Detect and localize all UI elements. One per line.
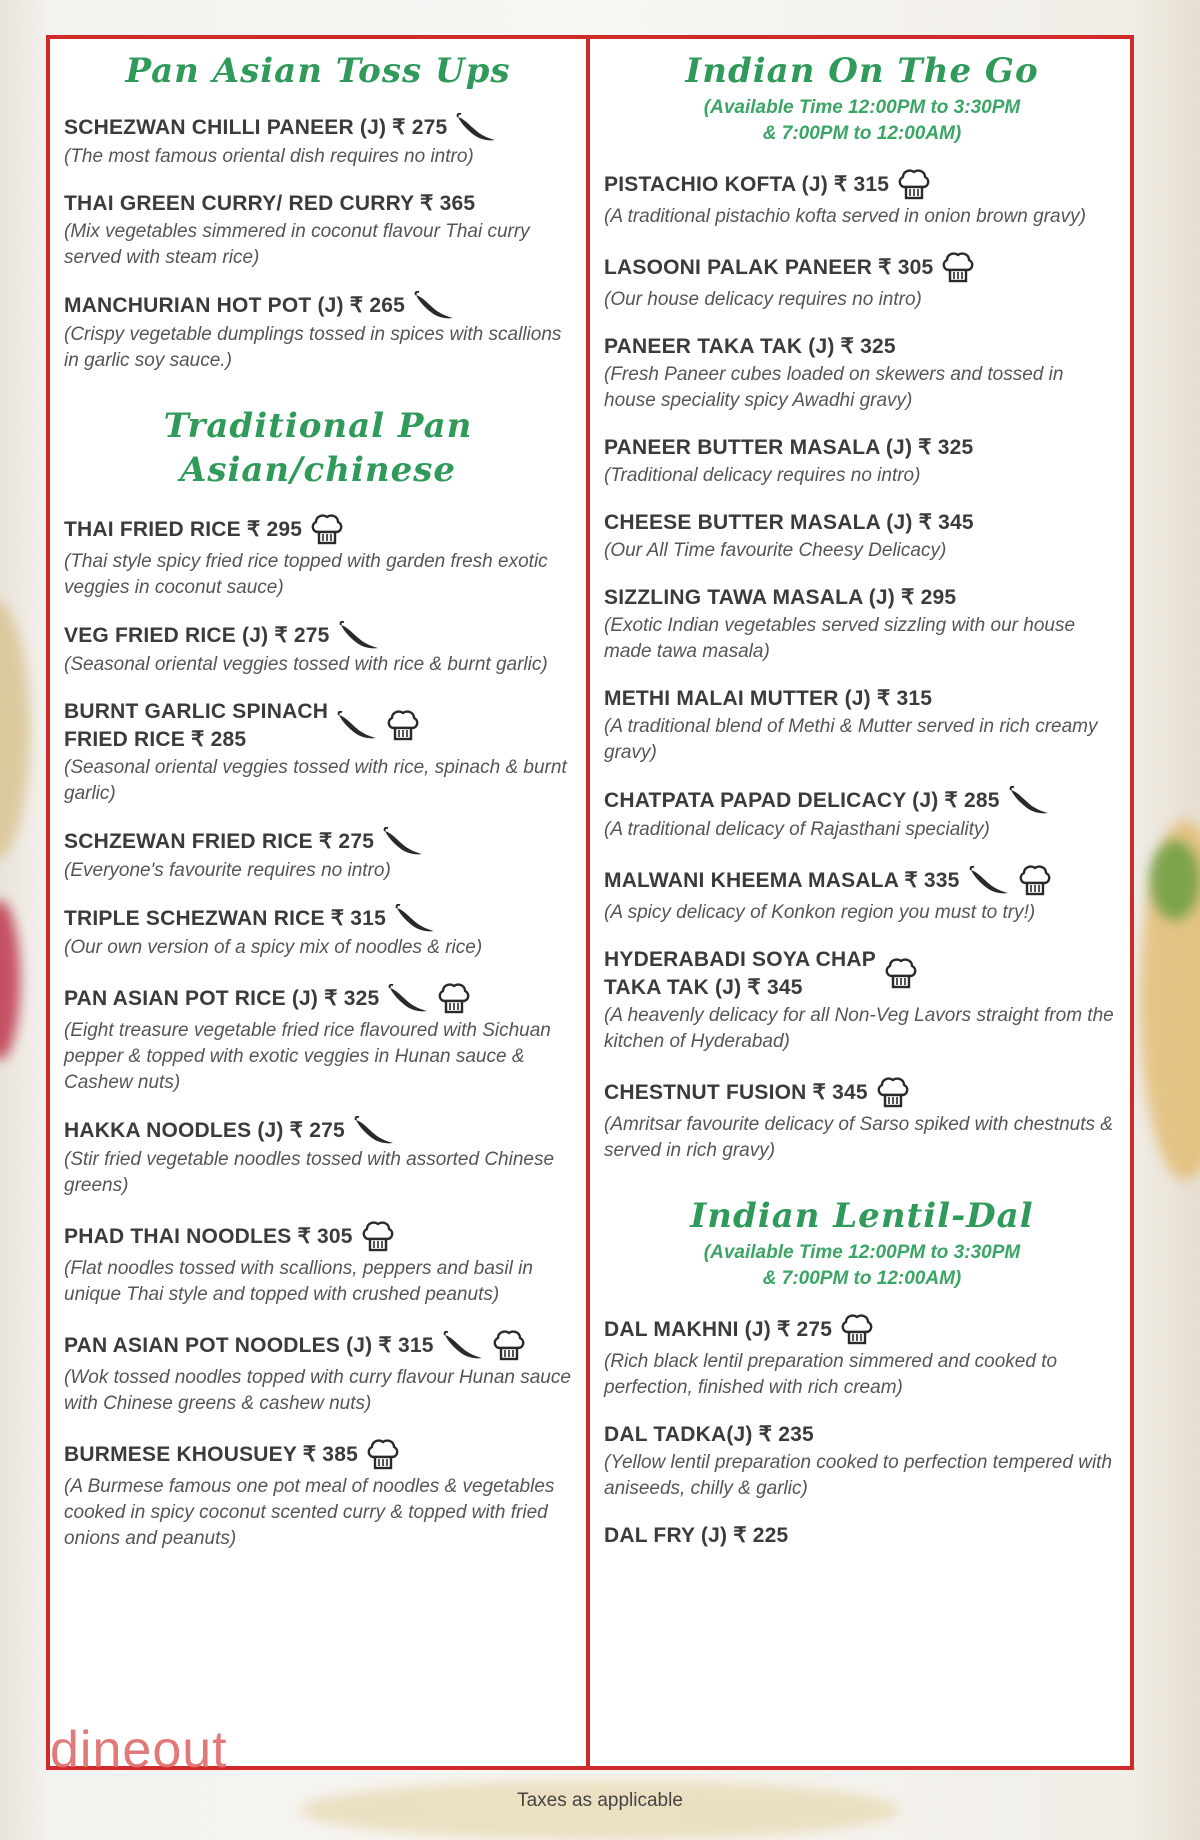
item-name-row — [64, 113, 572, 143]
chili-spicy-icon — [394, 904, 436, 934]
menu-item — [604, 1312, 1120, 1401]
menu-item — [604, 434, 1120, 489]
item-description: (A spicy delicacy of Konkon region you must to try!) — [604, 902, 1036, 923]
right-column — [590, 39, 1130, 1766]
item-description: (Seasonal oriental veggies tossed with rice, spinach & burnt garlic) — [64, 757, 567, 804]
item-name: BURMESE KHOUSUEY ₹ 385 — [64, 1443, 358, 1466]
item-name-row — [604, 1075, 1120, 1111]
chef-hat-icon — [897, 167, 931, 203]
section-title: Traditional Pan Asian/chinese — [163, 406, 473, 490]
item-description: (A traditional delicacy of Rajasthani speciality) — [604, 819, 990, 840]
chef-hat-icon — [361, 1219, 395, 1255]
item-description: (A Burmese famous one pot meal of noodles & vegetables cooked in spicy coconut scented curry & topped with fried onions and peanuts) — [64, 1476, 555, 1549]
menu-item — [604, 946, 1120, 1055]
menu-item — [604, 509, 1120, 564]
menu-item — [604, 786, 1120, 843]
item-name-row — [64, 698, 572, 754]
item-name-row — [64, 621, 572, 651]
chili-spicy-icon — [455, 113, 497, 143]
item-name: MANCHURIAN HOT POT (J) ₹ 265 — [64, 294, 405, 317]
item-description: (Rich black lentil preparation simmered and cooked to perfection, finished with rich cream) — [604, 1351, 1058, 1398]
item-description: (Thai style spicy fried rice topped with garden fresh exotic veggies in coconut sauce) — [64, 551, 548, 598]
item-description: (Flat noodles tossed with scallions, peppers and basil in unique Thai style and topped with crushed peanuts) — [64, 1258, 533, 1305]
item-name-row — [604, 1312, 1120, 1348]
item-name: PAN ASIAN POT RICE (J) ₹ 325 — [64, 987, 380, 1010]
chili-spicy-icon — [353, 1116, 395, 1146]
item-name-row — [64, 1116, 572, 1146]
item-name-row — [64, 827, 572, 857]
item-description: (Fresh Paneer cubes loaded on skewers and tossed in house speciality spicy Awadhi gravy) — [604, 364, 1064, 411]
item-name: DAL FRY (J) ₹ 225 — [604, 1524, 789, 1547]
menu-item — [604, 333, 1120, 414]
item-description: (Seasonal oriental veggies tossed with rice & burnt garlic) — [64, 654, 548, 675]
item-name: HAKKA NOODLES (J) ₹ 275 — [64, 1119, 345, 1142]
item-name: DAL TADKA(J) ₹ 235 — [604, 1423, 814, 1446]
item-name-row — [64, 1328, 572, 1364]
menu-item — [64, 1328, 572, 1417]
item-name: MALWANI KHEEMA MASALA ₹ 335 — [604, 869, 960, 892]
item-description: (Our All Time favourite Cheesy Delicacy) — [604, 540, 947, 561]
item-name: PANEER BUTTER MASALA (J) ₹ 325 — [604, 436, 974, 459]
chili-spicy-icon — [1008, 786, 1050, 816]
menu-item — [64, 698, 572, 807]
menu-item — [604, 685, 1120, 766]
menu-item — [64, 113, 572, 170]
chili-spicy-icon — [382, 827, 424, 857]
item-name: DAL MAKHNI (J) ₹ 275 — [604, 1318, 833, 1341]
item-name-row — [64, 1219, 572, 1255]
menu-section — [604, 1194, 1120, 1550]
menu-item — [604, 167, 1120, 230]
item-name-row — [604, 1421, 1120, 1449]
menu-item — [604, 1075, 1120, 1164]
menu-item — [604, 1522, 1120, 1550]
chef-hat-icon — [1018, 863, 1052, 899]
item-description: (A heavenly delicacy for all Non-Veg Lavors straight from the kitchen of Hyderabad) — [604, 1005, 1114, 1052]
menu-item — [64, 512, 572, 601]
item-name-row — [604, 1522, 1120, 1550]
item-name-row — [604, 509, 1120, 537]
item-name: BURNT GARLIC SPINACH FRIED RICE ₹ 285 — [64, 700, 329, 751]
item-name: CHESTNUT FUSION ₹ 345 — [604, 1081, 868, 1104]
section-title: Indian Lentil-Dal — [690, 1196, 1034, 1236]
chef-hat-icon — [437, 981, 471, 1017]
item-name-row — [64, 512, 572, 548]
chef-hat-icon — [941, 250, 975, 286]
item-name: SIZZLING TAWA MASALA (J) ₹ 295 — [604, 586, 957, 609]
menu-section — [64, 49, 572, 374]
item-name-row — [604, 167, 1120, 203]
section-availability: (Available Time 12:00PM to 3:30PM & 7:00PM to 12:00AM) — [703, 1242, 1021, 1289]
item-name: SCHEZWAN CHILLI PANEER (J) ₹ 275 — [64, 116, 448, 139]
menu-item — [64, 1116, 572, 1199]
left-column — [50, 39, 590, 1766]
taxes-note: Taxes as applicable — [517, 1790, 683, 1811]
chili-spicy-icon — [413, 291, 455, 321]
item-name: THAI FRIED RICE ₹ 295 — [64, 518, 303, 541]
chili-spicy-icon — [338, 621, 380, 651]
menu-item — [64, 621, 572, 678]
item-name-row — [64, 981, 572, 1017]
background-food-right-green — [1150, 840, 1200, 920]
background-food-left — [0, 600, 30, 860]
item-name: PISTACHIO KOFTA (J) ₹ 315 — [604, 173, 890, 196]
section-title: Indian On The Go — [685, 51, 1039, 91]
menu-item — [64, 190, 572, 271]
menu-item — [64, 827, 572, 884]
chili-spicy-icon — [968, 866, 1010, 896]
chili-spicy-icon — [336, 711, 378, 741]
item-description: (Wok tossed noodles topped with curry flavour Hunan sauce with Chinese greens & cashew nuts) — [64, 1367, 571, 1414]
item-description: (Crispy vegetable dumplings tossed in spices with scallions in garlic soy sauce.) — [64, 324, 562, 371]
chili-spicy-icon — [442, 1331, 484, 1361]
item-name-row — [604, 250, 1120, 286]
background-food-left-red — [0, 900, 20, 1060]
item-description: (Everyone's favourite requires no intro) — [64, 860, 391, 881]
item-name-row — [604, 434, 1120, 462]
menu-item — [64, 291, 572, 374]
item-name-row — [604, 333, 1120, 361]
item-name: TRIPLE SCHEZWAN RICE ₹ 315 — [64, 907, 386, 930]
menu-item — [604, 250, 1120, 313]
item-name: SCHZEWAN FRIED RICE ₹ 275 — [64, 830, 375, 853]
chef-hat-icon — [876, 1075, 910, 1111]
chef-hat-icon — [840, 1312, 874, 1348]
item-description: (Stir fried vegetable noodles tossed with assorted Chinese greens) — [64, 1149, 555, 1196]
menu-section — [64, 404, 572, 1552]
menu-card — [46, 35, 1134, 1770]
item-description: (Exotic Indian vegetables served sizzling with our house made tawa masala) — [604, 615, 1076, 662]
menu-item — [64, 981, 572, 1096]
item-description: (Traditional delicacy requires no intro) — [604, 465, 921, 486]
item-description: (Our house delicacy requires no intro) — [604, 289, 922, 310]
menu-item — [64, 904, 572, 961]
menu-item — [64, 1437, 572, 1552]
item-name-row — [64, 1437, 572, 1473]
item-description: (The most famous oriental dish requires no intro) — [64, 146, 474, 167]
item-name: PAN ASIAN POT NOODLES (J) ₹ 315 — [64, 1334, 434, 1357]
menu-item — [604, 1421, 1120, 1502]
item-name-row — [604, 584, 1120, 612]
item-name-row — [64, 190, 572, 218]
item-description: (Amritsar favourite delicacy of Sarso spiked with chestnuts & served in rich gravy) — [604, 1114, 1113, 1161]
item-name: HYDERABADI SOYA CHAP TAKA TAK (J) ₹ 345 — [604, 948, 876, 999]
item-name: METHI MALAI MUTTER (J) ₹ 315 — [604, 687, 933, 710]
item-name: CHEESE BUTTER MASALA (J) ₹ 345 — [604, 511, 974, 534]
item-name: PHAD THAI NOODLES ₹ 305 — [64, 1225, 353, 1248]
item-name-row — [604, 863, 1120, 899]
item-name-row — [64, 291, 572, 321]
menu-item — [604, 863, 1120, 926]
chef-hat-icon — [884, 956, 918, 992]
item-name-row — [604, 946, 1120, 1002]
menu-section — [604, 49, 1120, 1164]
item-name-row — [604, 786, 1120, 816]
item-description: (Eight treasure vegetable fried rice flavoured with Sichuan pepper & topped with exotic veggies in Hunan sauce & Cashew nuts) — [64, 1020, 551, 1093]
chef-hat-icon — [366, 1437, 400, 1473]
item-name: VEG FRIED RICE (J) ₹ 275 — [64, 624, 330, 647]
chili-spicy-icon — [387, 984, 429, 1014]
section-title: Pan Asian Toss Ups — [125, 51, 511, 91]
chef-hat-icon — [386, 708, 420, 744]
item-description: (Our own version of a spicy mix of noodles & rice) — [64, 937, 483, 958]
item-name-row — [64, 904, 572, 934]
item-name: CHATPATA PAPAD DELICACY (J) ₹ 285 — [604, 789, 1000, 812]
chef-hat-icon — [310, 512, 344, 548]
item-description: (A traditional pistachio kofta served in onion brown gravy) — [604, 206, 1086, 227]
menu-item — [604, 584, 1120, 665]
item-description: (Yellow lentil preparation cooked to perfection tempered with aniseeds, chilly & garlic) — [604, 1452, 1113, 1499]
item-name-row — [604, 685, 1120, 713]
menu-item — [64, 1219, 572, 1308]
item-name: PANEER TAKA TAK (J) ₹ 325 — [604, 335, 896, 358]
dineout-logo: dineout — [50, 1721, 228, 1779]
item-name: LASOONI PALAK PANEER ₹ 305 — [604, 256, 934, 279]
section-availability: (Available Time 12:00PM to 3:30PM & 7:00PM to 12:00AM) — [703, 97, 1021, 144]
item-description: (Mix vegetables simmered in coconut flavour Thai curry served with steam rice) — [64, 221, 530, 268]
item-name: THAI GREEN CURRY/ RED CURRY ₹ 365 — [64, 192, 476, 215]
item-description: (A traditional blend of Methi & Mutter served in rich creamy gravy) — [604, 716, 1098, 763]
chef-hat-icon — [492, 1328, 526, 1364]
